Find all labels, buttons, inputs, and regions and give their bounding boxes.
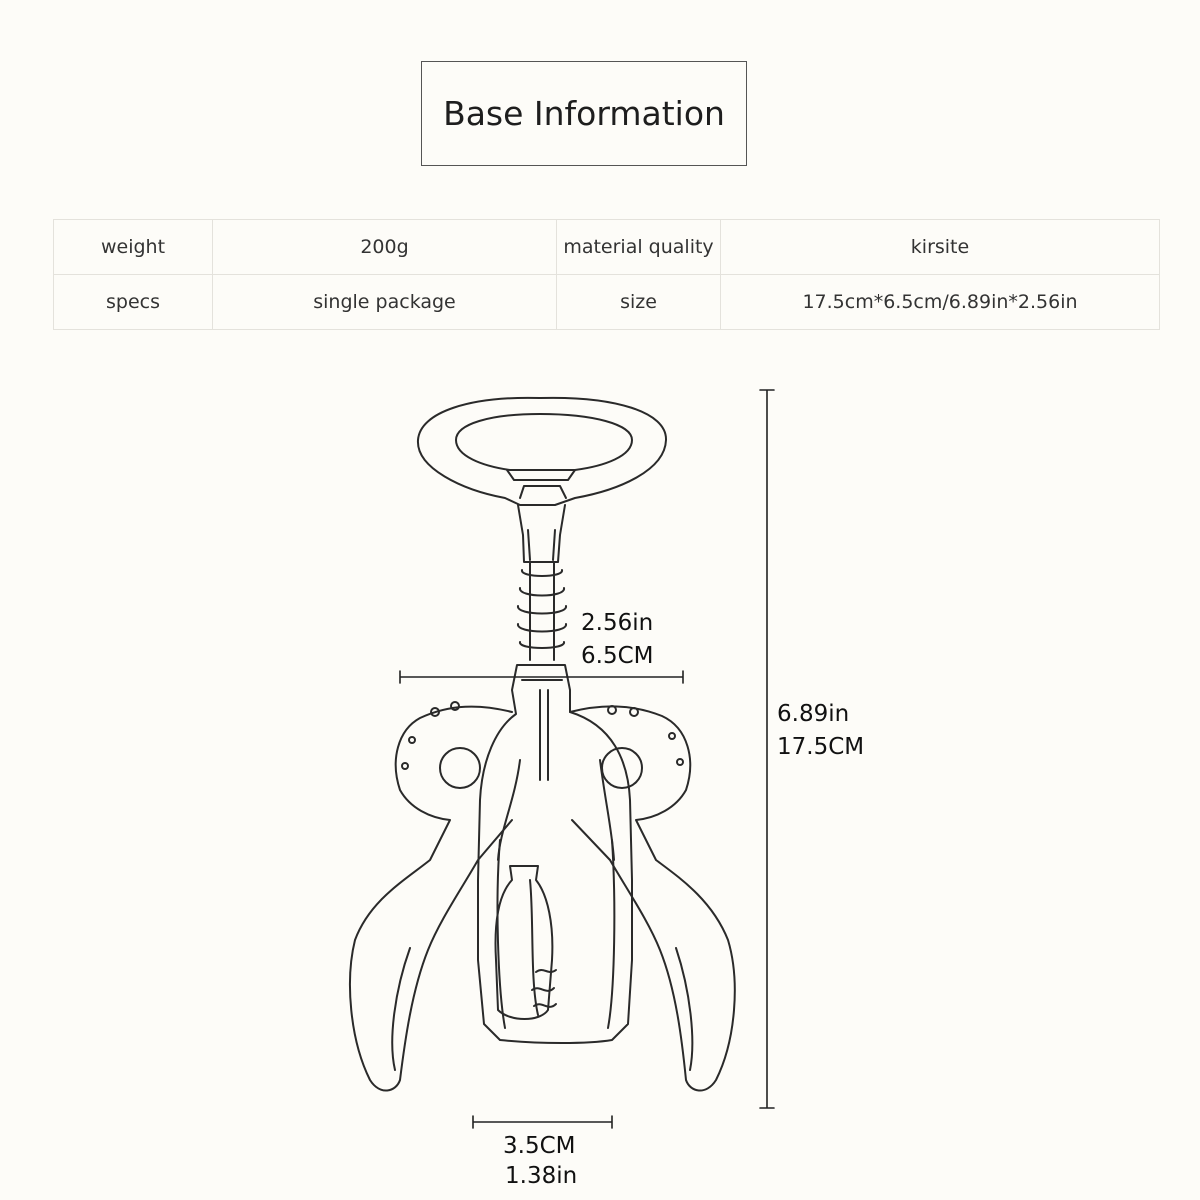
base-cm-label: 3.5CM	[503, 1133, 576, 1159]
height-cm-label: 17.5CM	[777, 734, 865, 760]
threaded-screw	[518, 562, 566, 660]
dimension-lines	[400, 390, 774, 1128]
value-specs: single package	[213, 275, 557, 330]
width-cm-label: 6.5CM	[581, 643, 654, 669]
label-size: size	[557, 275, 721, 330]
right-arm	[570, 706, 735, 1091]
page-title: Base Information	[421, 61, 747, 166]
handle-ring	[418, 398, 666, 505]
stem	[518, 505, 565, 562]
value-size: 17.5cm*6.5cm/6.89in*2.56in	[721, 275, 1160, 330]
base-in-label: 1.38in	[505, 1163, 578, 1189]
label-material-quality: material quality	[557, 220, 721, 275]
value-weight: 200g	[213, 220, 557, 275]
label-specs: specs	[54, 275, 213, 330]
height-in-label: 6.89in	[777, 701, 850, 727]
width-in-label: 2.56in	[581, 610, 654, 636]
body-frame	[478, 665, 632, 1043]
left-arm	[350, 702, 512, 1091]
label-weight: weight	[54, 220, 213, 275]
value-material-quality: kirsite	[721, 220, 1160, 275]
